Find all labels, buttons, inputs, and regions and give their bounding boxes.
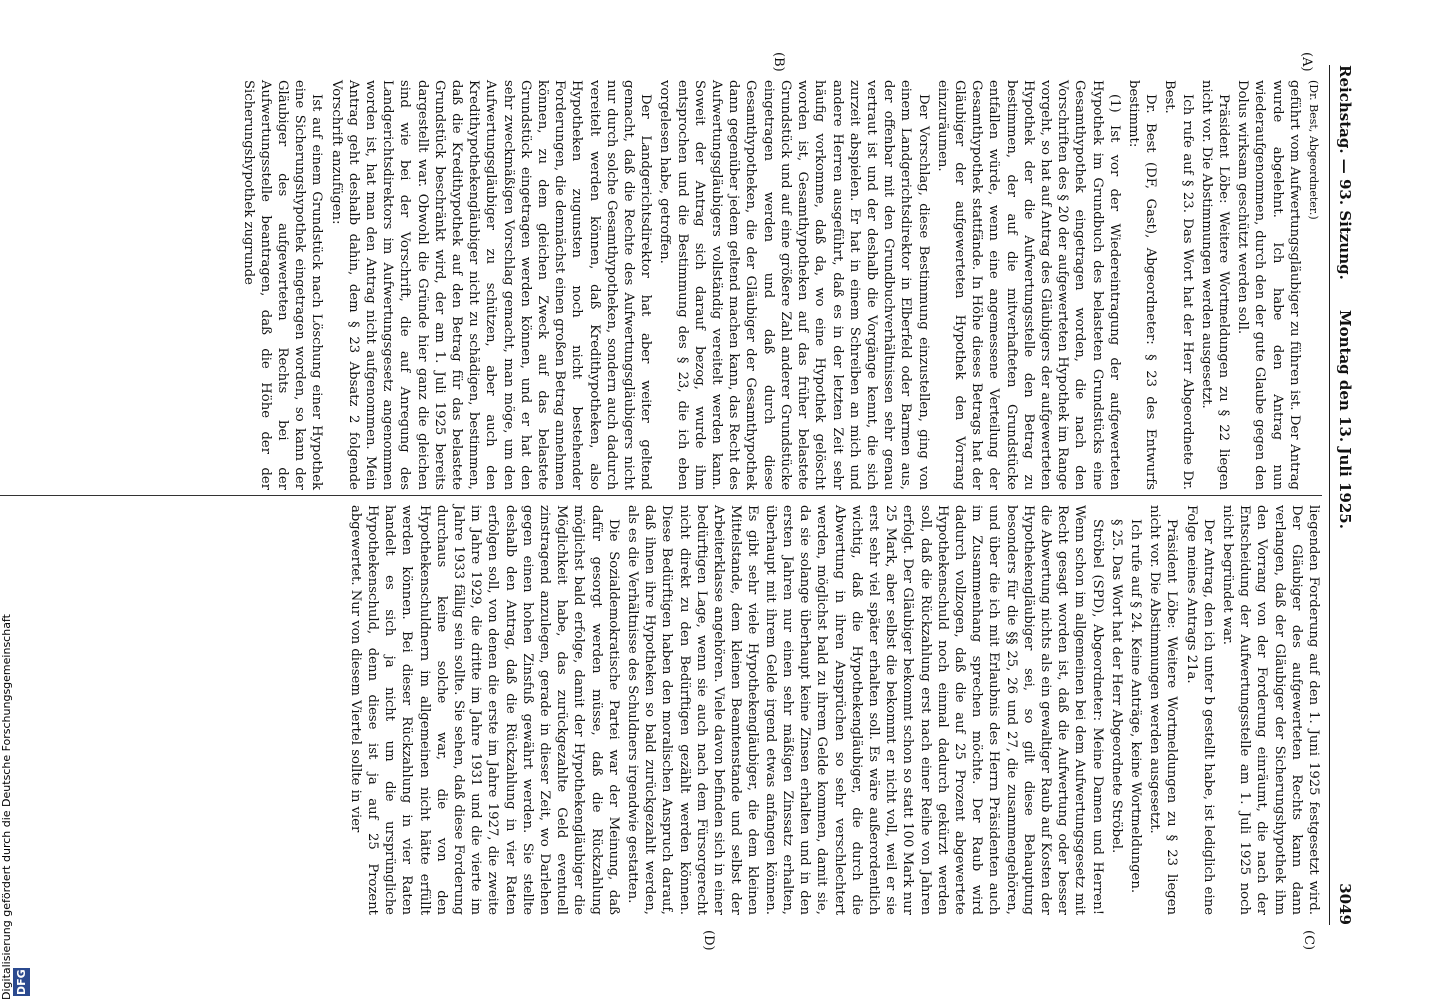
right-column xyxy=(345,505,1322,915)
paragraph: Dr. Best (DF, Gast), Abgeordneter: § 23 des Entwurfs bestimmt: xyxy=(1125,80,1159,490)
paragraph: Präsident Löbe: Weitere Wortmeldungen zu § 22 liegen nicht vor. Die Abstimmungen werden ausgesetzt. xyxy=(1198,80,1231,490)
paragraph: geführt vom Aufwertungsgläubiger zu führen ist. Der Antrag wurde abgelehnt. Ich habe den Antrag nun wiederaufgenommen, durch den der gute Glaube gegen den Dolus wirksam geschützt werden soll. xyxy=(1235,80,1302,490)
column-divider xyxy=(0,495,1322,496)
paragraph: Ich rufe auf § 24. Keine Anträge, keine Wortmeldungen. xyxy=(1127,519,1143,894)
paragraph: Die Sozialdemokratische Partei war der Meinung, daß dafür gesorgt werden müsse, daß die Rückzahlung möglichst bald erfolge, damit der Hypothekengläubiger die Möglichkeit habe, das zurückgezahlte Geld eventuell zinstragend anzulegen, gerade in dieser Zeit, wo Darlehen gegen einen hohen Zinsfuß gewährt werden. Sie stellte deshalb den Antrag, daß die Rückzahlung in vier Raten erfolgen soll, von denen die erste im Jahre 1927, die zweite im Jahre 1929, die dritte im Jahre 1931 und die vierte im Jahre 1933 fällig sein sollte. Sie sehen, daß diese Forderung durchaus keine solche war, die von den Hypothekenschuldnern im allgemeinen nicht hätte erfüllt werden können. Bei dieser Rückzahlung in vier Raten handelt es sich ja nicht um die ursprüngliche Hypothekenschuld, denn diese ist ja auf 25 Prozent abgewertet. Nur von diesem Viertel sollte in vier xyxy=(347,505,621,915)
left-column xyxy=(237,80,1322,490)
paragraph: Der Vorschlag, diese Bestimmung einzustellen, ging von einem Landgerichtsdirektor in Elberfeld oder Barmen aus, der offenbar mit den Grundbuchverhältnissen sehr genau vertraut ist und der deshalb die Vorgänge kennt, die sich zurzeit abspielen. Er hat in einem Schreiben an mich und andere Herren ausgeführt, daß es in der letzten Zeit sehr häufig vorkomme, daß da, wo eine Hypothek gelöscht worden ist, Gesamthypotheken auf das früher belastete Grundstück und auf eine größere Zahl anderer Grundstücke eingetragen werden und daß durch diese Gesamthypotheken, die der Gläubiger der Gesamthypothek dann gegenüber jedem geltend machen kann, das Recht des Aufwertungsgläubigers vollständig vereitelt werden kann. Soweit der Antrag sich darauf bezog, wurde ihm entsprochen und die Bestimmung des § 23, die ich eben vorgelesen habe, getroffen. xyxy=(657,80,931,490)
funding-note xyxy=(0,605,28,1000)
paragraph: Der Landgerichtsdirektor hat aber weiter geltend gemacht, daß die Rechte des Aufwertungsgläubigers nicht nur durch solche Gesamthypotheken, sondern auch dadurch vereitelt werden können, daß Kredithypotheken, also Hypotheken zugunsten noch nicht bestehender Forderungen, die demnächst einen großen Betrag annehmen können, zu dem gleichen Zweck auf das belastete Grundstück eingetragen werden können, und er hat den sehr zweckmäßigen Vorschlag gemacht, man möge, um den Aufwertungsgläubiger zu schützen, aber auch den Kredithypothekengläubiger nicht zu schädigen, bestimmen, daß die Kredithypothek auf den Betrag für das belastete Grundstück beschränkt wird, der am 1. Juli 1925 bereits dargestellt war. Obwohl die Gründe hier ganz die gleichen sind wie bei der Vorschrift, die auf Anregung des Landgerichtsdirektors im Aufwertungsgesetz angenommen worden ist, hat man den Antrag nicht aufgenommen. Mein Antrag geht deshalb dahin, dem § 23 Absatz 2 folgende Vorschrift anzufügen: xyxy=(328,80,654,490)
margin-mark-d: (D) xyxy=(701,930,716,951)
paragraph: Der Antrag, den ich unter b gestellt habe, ist lediglich eine Folge meines Antrags 21a. xyxy=(1183,505,1216,915)
margin-mark-a: (A) xyxy=(1299,52,1314,72)
margin-mark-c: (C) xyxy=(1301,930,1316,951)
header-left: Reichstag. — 93. Sitzung. xyxy=(1336,65,1354,280)
paragraph: (1) Ist vor der Wiedereintragung der aufgewerteten Hypothek im Grundbuch des belasteten Grundstücks eine Gesamthypothek eingetragen worden, die nach den Vorschriften des § 20 der aufgewerteten Hypothek im Range vorgeht, so hat auf Antrag des Gläubigers der aufgewerteten Hypothek der die Aufwertungsstelle den Betrag zu bestimmen, der auf die mitverhafteten Grundstücke entfallen würde, wenn eine angemessene Verteilung der Gesamthypothek stattfände. In Höhe dieses Betrags hat der Gläubiger der aufgewerteten Hypothek den Vorrang einzuräumen. xyxy=(934,80,1122,490)
paragraph: Ich rufe auf § 23. Das Wort hat der Herr Abgeordnete Dr. Best. xyxy=(1162,80,1195,490)
paragraph: Präsident Löbe: Weitere Wortmeldungen zu § 23 liegen nicht vor. Die Abstimmungen werden ausgesetzt. xyxy=(1147,505,1180,915)
dfg-logo: DFG xyxy=(15,969,28,995)
speaker-note: (Dr. Best, Abgeordneter.) xyxy=(1307,80,1320,220)
header-center: Montag den 13. Juli 1925. xyxy=(1336,310,1354,529)
paragraph: Ist auf einem Grundstück nach Löschung einer Hypothek eine Sicherungshypothek eingetragen worden, so kann der Gläubiger des aufgewerteten Rechts bei der Aufwertungsstelle beantragen, daß die Höhe der der Sicherungshypothek zugrunde xyxy=(240,80,325,490)
paragraph: liegenden Forderung auf den 1. Juni 1925 festgesetzt wird. Der Gläubiger des aufgewerteten Rechts kann dann verlangen, daß der Gläubiger der Sicherungshypothek ihm den Vorrang von der Forderung einräumt, die nach der Entscheidung der Aufwertungsstelle am 1. Juli 1925 noch nicht begründet war. xyxy=(1219,505,1321,915)
paragraph: § 25. Das Wort hat der Herr Abgeordnete Ströbel. xyxy=(1108,519,1124,854)
funding-text: Digitalisierung gefördert durch die Deutsche Forschungsgemeinschaft xyxy=(0,614,13,1000)
margin-mark-b: (B) xyxy=(771,52,786,72)
paragraph: Ströbel (SPD), Abgeordneter: Meine Damen und Herren! Wenn schon im allgemeinen bei dem Aufwertungsgesetz mit Recht gesagt worden ist, daß die Aufwertung oder besser die Abwertung nichts als ein gewaltiger Raub auf Kosten der Hypothekengläubiger sei, so gilt diese Behauptung besonders für die §§ 25, 26 und 27, die zusammengehören, und über die ich mit Erlaubnis des Herrn Präsidenten auch im Zusammenhang sprechen möchte. Der Raub wird dadurch vollzogen, daß die auf 25 Prozent abgewertete Hypothekenschuld noch einmal dadurch gekürzt werden soll, daß die Rückzahlung erst nach einer Reihe von Jahren erfolgt. Der Gläubiger bekommt schon so statt 100 Mark nur 25 Mark, aber selbst die bekommt er nicht voll, weil er sie erst sehr viel später erhalten soll. Es wäre außerordentlich wichtig, daß die Hypothekengläubiger, die durch die Abwertung in ihren Ansprüchen so sehr verschlechtert werden, möglichst bald zu ihrem Gelde kommen, damit sie, da sie solange überhaupt keine Zinsen erhalten und in den ersten Jahren nur einen sehr mäßigen Zinssatz erhalten, überhaupt mit ihrem Gelde irgend etwas anfangen können. Es gibt sehr viele Hypothekengläubiger, die dem kleinen Mittelstande, dem kleinen Beamtenstande und selbst der Arbeiterklasse angehören. Viele davon befinden sich in einer bedürftigen Lage, wenn sie auch nach dem Fürsorgerecht nicht direkt zu den Bedürftigen gezählt werden können. Diese Bedürftigen haben den moralischen Anspruch darauf, daß ihnen ihre Hypotheken so bald zurückgezahlt werden, als es die Verhältnisse des Schuldners irgendwie gestatten. xyxy=(625,505,1105,915)
page-number: 3049 xyxy=(1336,883,1354,925)
page-header xyxy=(1329,65,1354,925)
